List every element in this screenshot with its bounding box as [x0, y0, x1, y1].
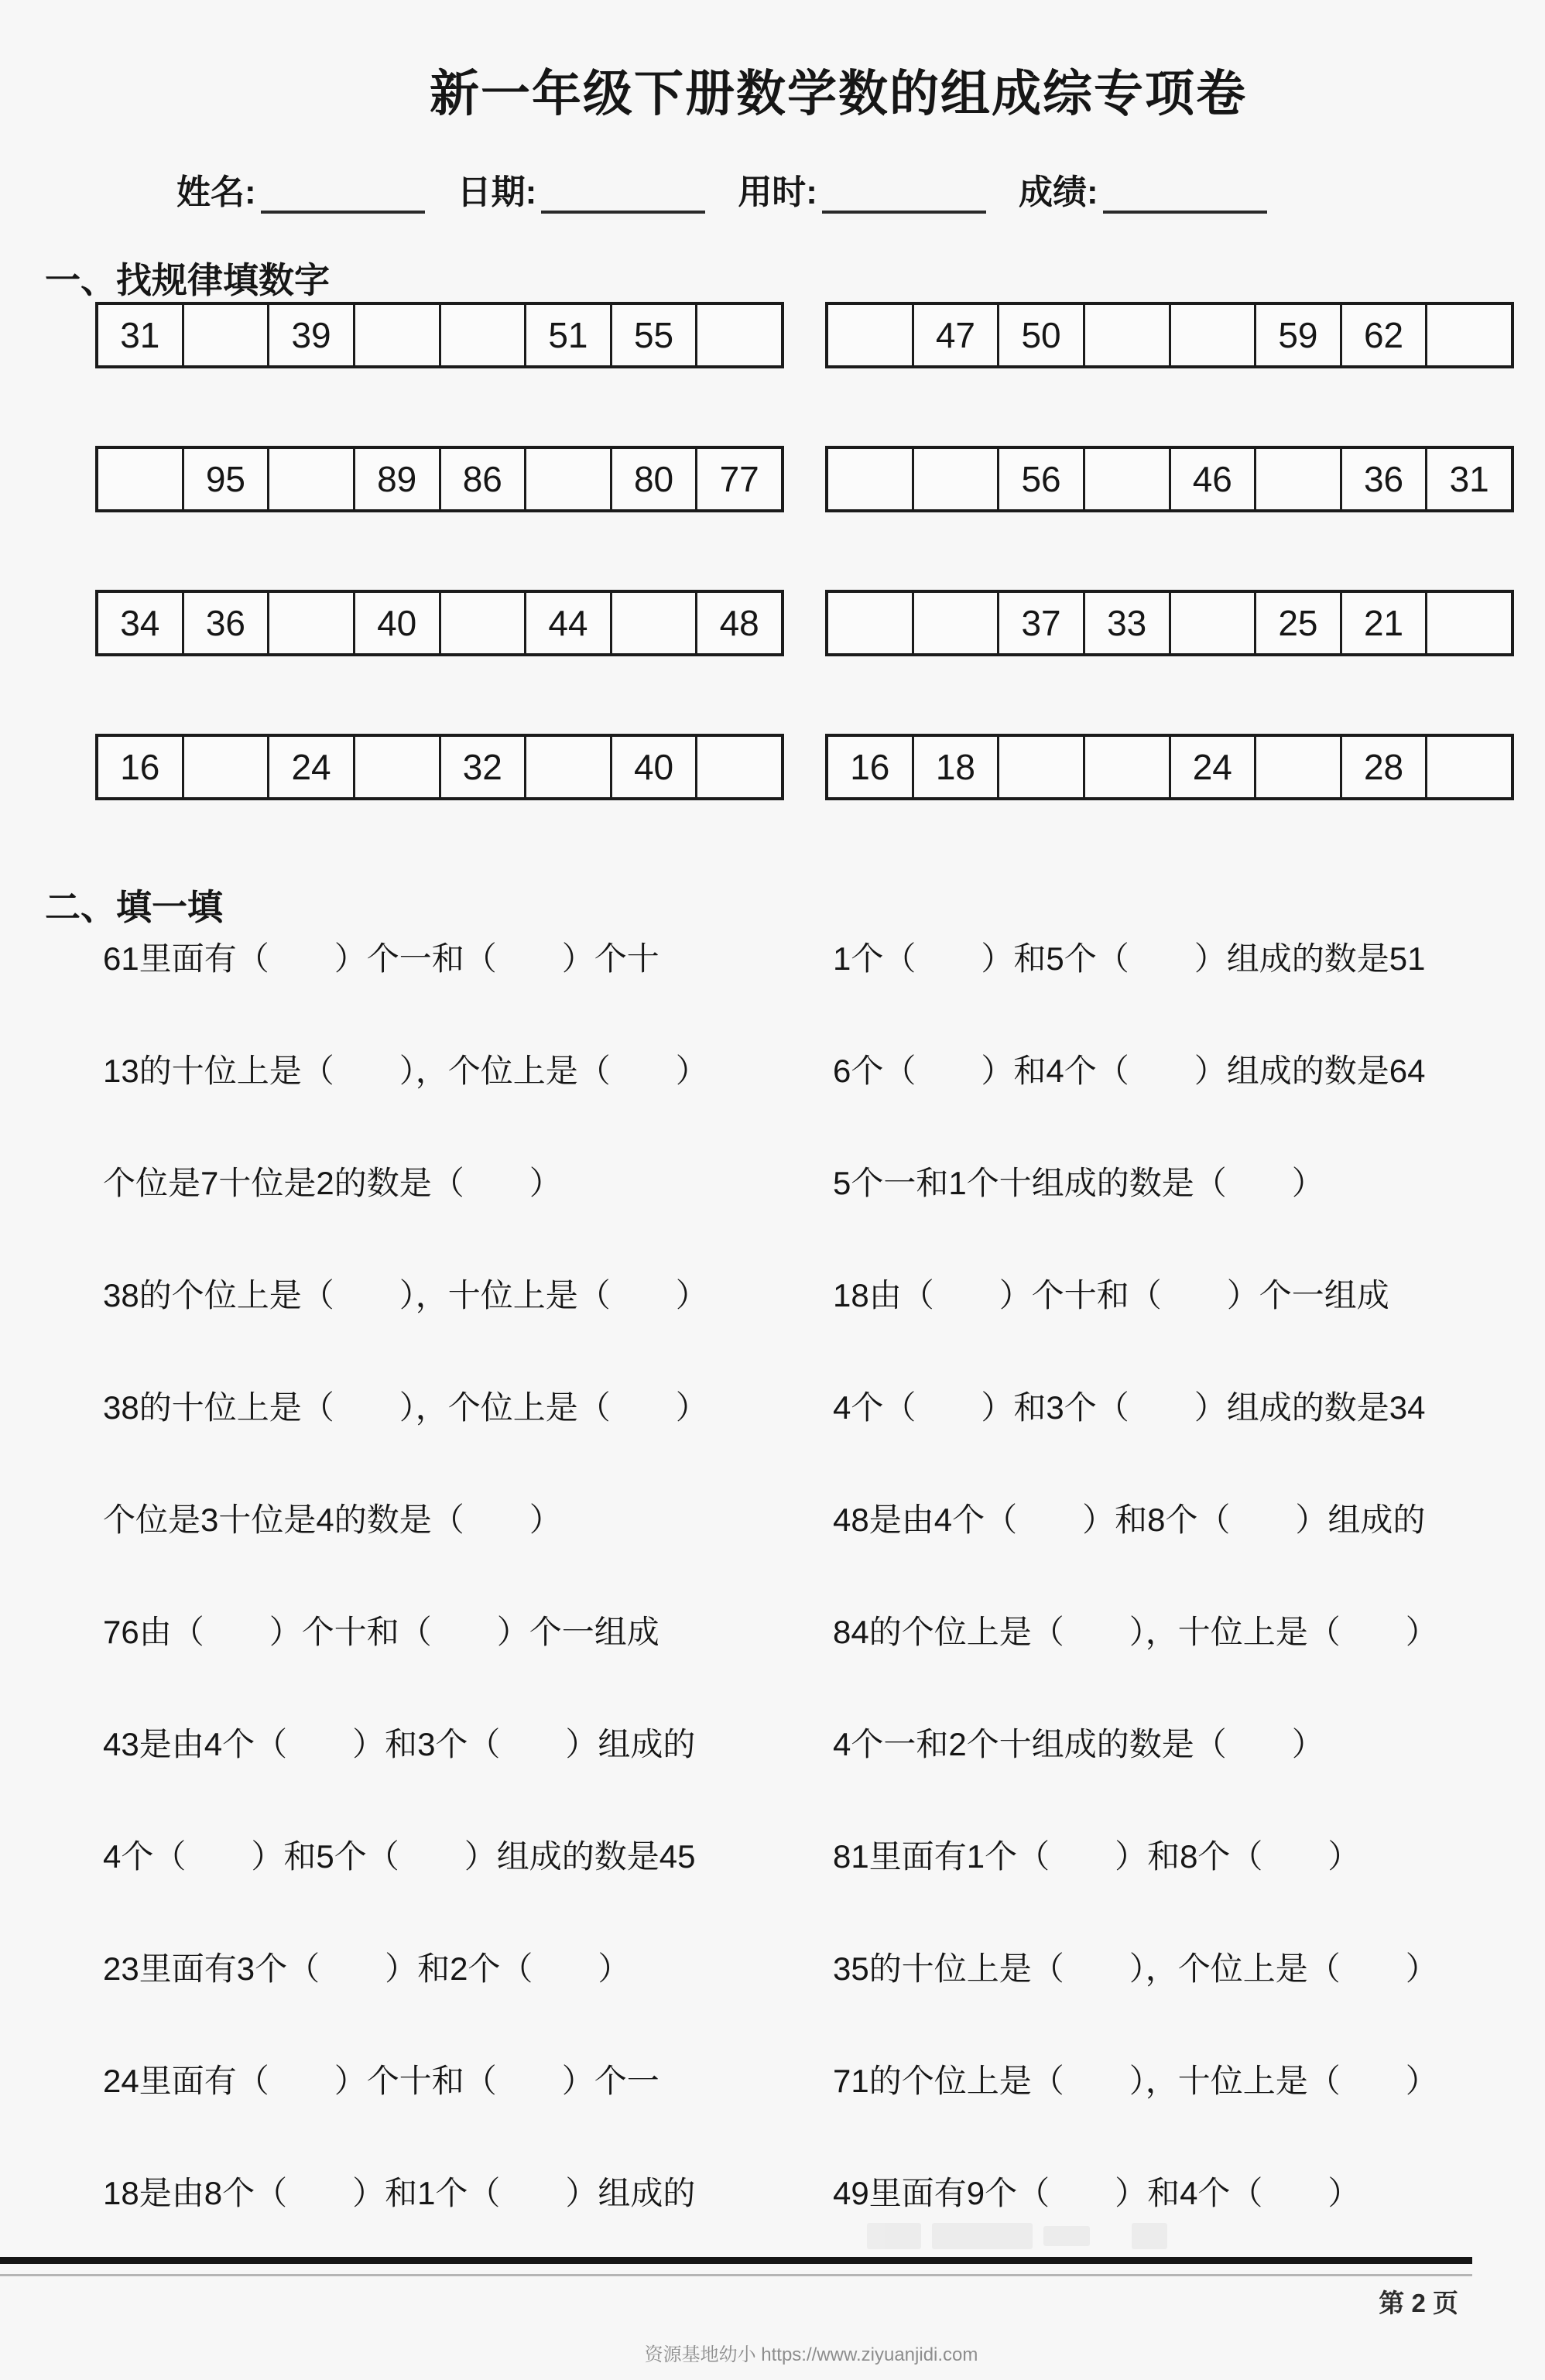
- source-attribution: 资源基地幼小 https://www.ziyuanjidi.com: [644, 2344, 978, 2365]
- table-cell-number: 80: [610, 449, 696, 509]
- table-cell-blank: [353, 737, 439, 797]
- fill-in-question: 18是由8个（ ）和1个（ ）组成的: [103, 2174, 696, 2211]
- table-cell-number: 28: [1340, 737, 1426, 797]
- footer-rule-thin: [0, 2274, 1472, 2276]
- date-field: [457, 164, 706, 214]
- table-cell-number: 89: [353, 449, 439, 509]
- time-used-label: 用时:: [738, 173, 817, 211]
- fill-in-question: 43是由4个（ ）和3个（ ）组成的: [103, 1725, 696, 1762]
- name-label: 姓名:: [176, 173, 256, 211]
- table-cell-number: 46: [1169, 449, 1255, 509]
- number-sequence-table: [825, 590, 1514, 656]
- table-cell-number: 25: [1254, 593, 1340, 653]
- table-cell-number: 36: [1340, 449, 1426, 509]
- footer-rule-thick: [0, 2257, 1472, 2264]
- fill-in-question: 4个（ ）和3个（ ）组成的数是34: [833, 1389, 1426, 1426]
- fill-in-question: 个位是7十位是2的数是（ ）: [103, 1164, 562, 1201]
- fill-in-question: 4个一和2个十组成的数是（ ）: [833, 1725, 1324, 1762]
- table-cell-blank: [610, 593, 696, 653]
- table-cell-number: 48: [695, 593, 781, 653]
- table-cell-blank: [1425, 305, 1511, 365]
- faint-watermark: [867, 2223, 1167, 2249]
- table-cell-number: 31: [1425, 449, 1511, 509]
- question-column-right: [833, 900, 1539, 2247]
- section-two-heading: 二、填一填: [45, 887, 223, 927]
- fill-in-question: 61里面有（ ）个一和（ ）个十: [103, 940, 659, 977]
- table-cell-blank: [828, 305, 912, 365]
- table-cell-blank: [439, 593, 525, 653]
- table-cell-number: 36: [182, 593, 268, 653]
- fill-in-question: 个位是3十位是4的数是（ ）: [103, 1501, 562, 1538]
- table-cell-number: 32: [439, 737, 525, 797]
- score-field: [1019, 164, 1267, 214]
- table-cell-number: 47: [912, 305, 998, 365]
- name-blank-line: [261, 173, 425, 214]
- table-cell-blank: [912, 449, 998, 509]
- time-used-field: [738, 164, 986, 214]
- table-cell-blank: [267, 593, 353, 653]
- table-cell-number: 21: [1340, 593, 1426, 653]
- table-cell-blank: [182, 737, 268, 797]
- student-info-row: [176, 164, 1267, 214]
- score-blank-line: [1103, 173, 1267, 214]
- fill-in-question: 71的个位上是（ ），十位上是（ ）: [833, 2062, 1438, 2099]
- fill-in-question: 13的十位上是（ ），个位上是（ ）: [103, 1052, 708, 1089]
- table-cell-number: 86: [439, 449, 525, 509]
- date-blank-line: [541, 173, 705, 214]
- section-one-heading: 一、找规律填数字: [45, 260, 330, 300]
- fill-in-question: 23里面有3个（ ）和2个（ ）: [103, 1950, 631, 1987]
- table-cell-blank: [267, 449, 353, 509]
- table-cell-number: 24: [1169, 737, 1255, 797]
- table-cell-number: 50: [997, 305, 1083, 365]
- table-cell-blank: [1254, 449, 1340, 509]
- table-cell-number: 24: [267, 737, 353, 797]
- fill-in-question: 84的个位上是（ ），十位上是（ ）: [833, 1613, 1438, 1650]
- page-title: 新一年级下册数学数的组成综专项卷: [430, 66, 1247, 122]
- table-cell-blank: [695, 305, 781, 365]
- name-field: [176, 164, 425, 214]
- table-cell-blank: [695, 737, 781, 797]
- watermark-block: [932, 2223, 1033, 2249]
- watermark-block: [1043, 2226, 1090, 2246]
- table-cell-blank: [182, 305, 268, 365]
- table-cell-number: 62: [1340, 305, 1426, 365]
- fill-in-question: 48是由4个（ ）和8个（ ）组成的: [833, 1501, 1426, 1538]
- table-cell-number: 40: [610, 737, 696, 797]
- fill-in-question: 38的十位上是（ ），个位上是（ ）: [103, 1389, 708, 1426]
- table-cell-blank: [1083, 449, 1169, 509]
- table-cell-number: 16: [120, 747, 160, 787]
- table-cell-blank: [98, 449, 182, 509]
- table-cell-number: 39: [267, 305, 353, 365]
- number-sequence-table: [95, 446, 784, 512]
- fill-in-question: 24里面有（ ）个十和（ ）个一: [103, 2062, 659, 2099]
- page-number: 第 2 页: [1379, 2289, 1458, 2317]
- number-sequence-table: [95, 590, 784, 656]
- table-cell-blank: [524, 449, 610, 509]
- table-cell-blank: [439, 305, 525, 365]
- question-column-left: [103, 900, 831, 2247]
- table-cell-blank: [1425, 737, 1511, 797]
- date-label: 日期:: [457, 173, 537, 211]
- time-used-blank-line: [822, 173, 986, 214]
- number-sequence-table: [825, 302, 1514, 368]
- table-cell-number: 56: [997, 449, 1083, 509]
- table-cell-number: 37: [997, 593, 1083, 653]
- table-cell-number: 44: [524, 593, 610, 653]
- table-cell-blank: [828, 449, 912, 509]
- table-cell-blank: [828, 593, 912, 653]
- number-sequence-table: [95, 734, 784, 800]
- table-cell-blank: [1083, 305, 1169, 365]
- table-cell-blank: [524, 737, 610, 797]
- table-cell-blank: [1169, 593, 1255, 653]
- number-sequence-table: [95, 302, 784, 368]
- fill-in-question: 5个一和1个十组成的数是（ ）: [833, 1164, 1324, 1201]
- table-cell-number: 55: [610, 305, 696, 365]
- watermark-block: [1132, 2223, 1167, 2249]
- fill-in-question: 1个（ ）和5个（ ）组成的数是51: [833, 940, 1426, 977]
- fill-in-question: 38的个位上是（ ），十位上是（ ）: [103, 1276, 708, 1313]
- table-cell-blank: [1083, 737, 1169, 797]
- fill-in-question: 35的十位上是（ ），个位上是（ ）: [833, 1950, 1438, 1987]
- table-cell-blank: [912, 593, 998, 653]
- table-cell-blank: [997, 737, 1083, 797]
- fill-in-question: 81里面有1个（ ）和8个（ ）: [833, 1837, 1361, 1875]
- fill-in-question: 4个（ ）和5个（ ）组成的数是45: [103, 1837, 696, 1875]
- table-cell-number: 95: [182, 449, 268, 509]
- table-cell-number: 40: [353, 593, 439, 653]
- table-cell-number: 77: [695, 449, 781, 509]
- watermark-block: [867, 2223, 921, 2249]
- table-cell-number: 59: [1254, 305, 1340, 365]
- table-cell-number: 33: [1083, 593, 1169, 653]
- table-cell-blank: [1169, 305, 1255, 365]
- table-cell-number: 34: [120, 603, 160, 643]
- fill-in-question: 6个（ ）和4个（ ）组成的数是64: [833, 1052, 1426, 1089]
- table-cell-number: 31: [120, 315, 160, 355]
- fill-in-question: 49里面有9个（ ）和4个（ ）: [833, 2174, 1361, 2211]
- table-cell-number: 18: [912, 737, 998, 797]
- fill-in-question: 76由（ ）个十和（ ）个一组成: [103, 1613, 659, 1650]
- score-label: 成绩:: [1018, 173, 1098, 211]
- table-cell-blank: [1254, 737, 1340, 797]
- number-sequence-table: [825, 734, 1514, 800]
- table-cell-blank: [1425, 593, 1511, 653]
- fill-in-question: 18由（ ）个十和（ ）个一组成: [833, 1276, 1389, 1313]
- number-sequence-table: [825, 446, 1514, 512]
- table-cell-blank: [353, 305, 439, 365]
- table-cell-number: 16: [850, 747, 890, 787]
- table-cell-number: 51: [524, 305, 610, 365]
